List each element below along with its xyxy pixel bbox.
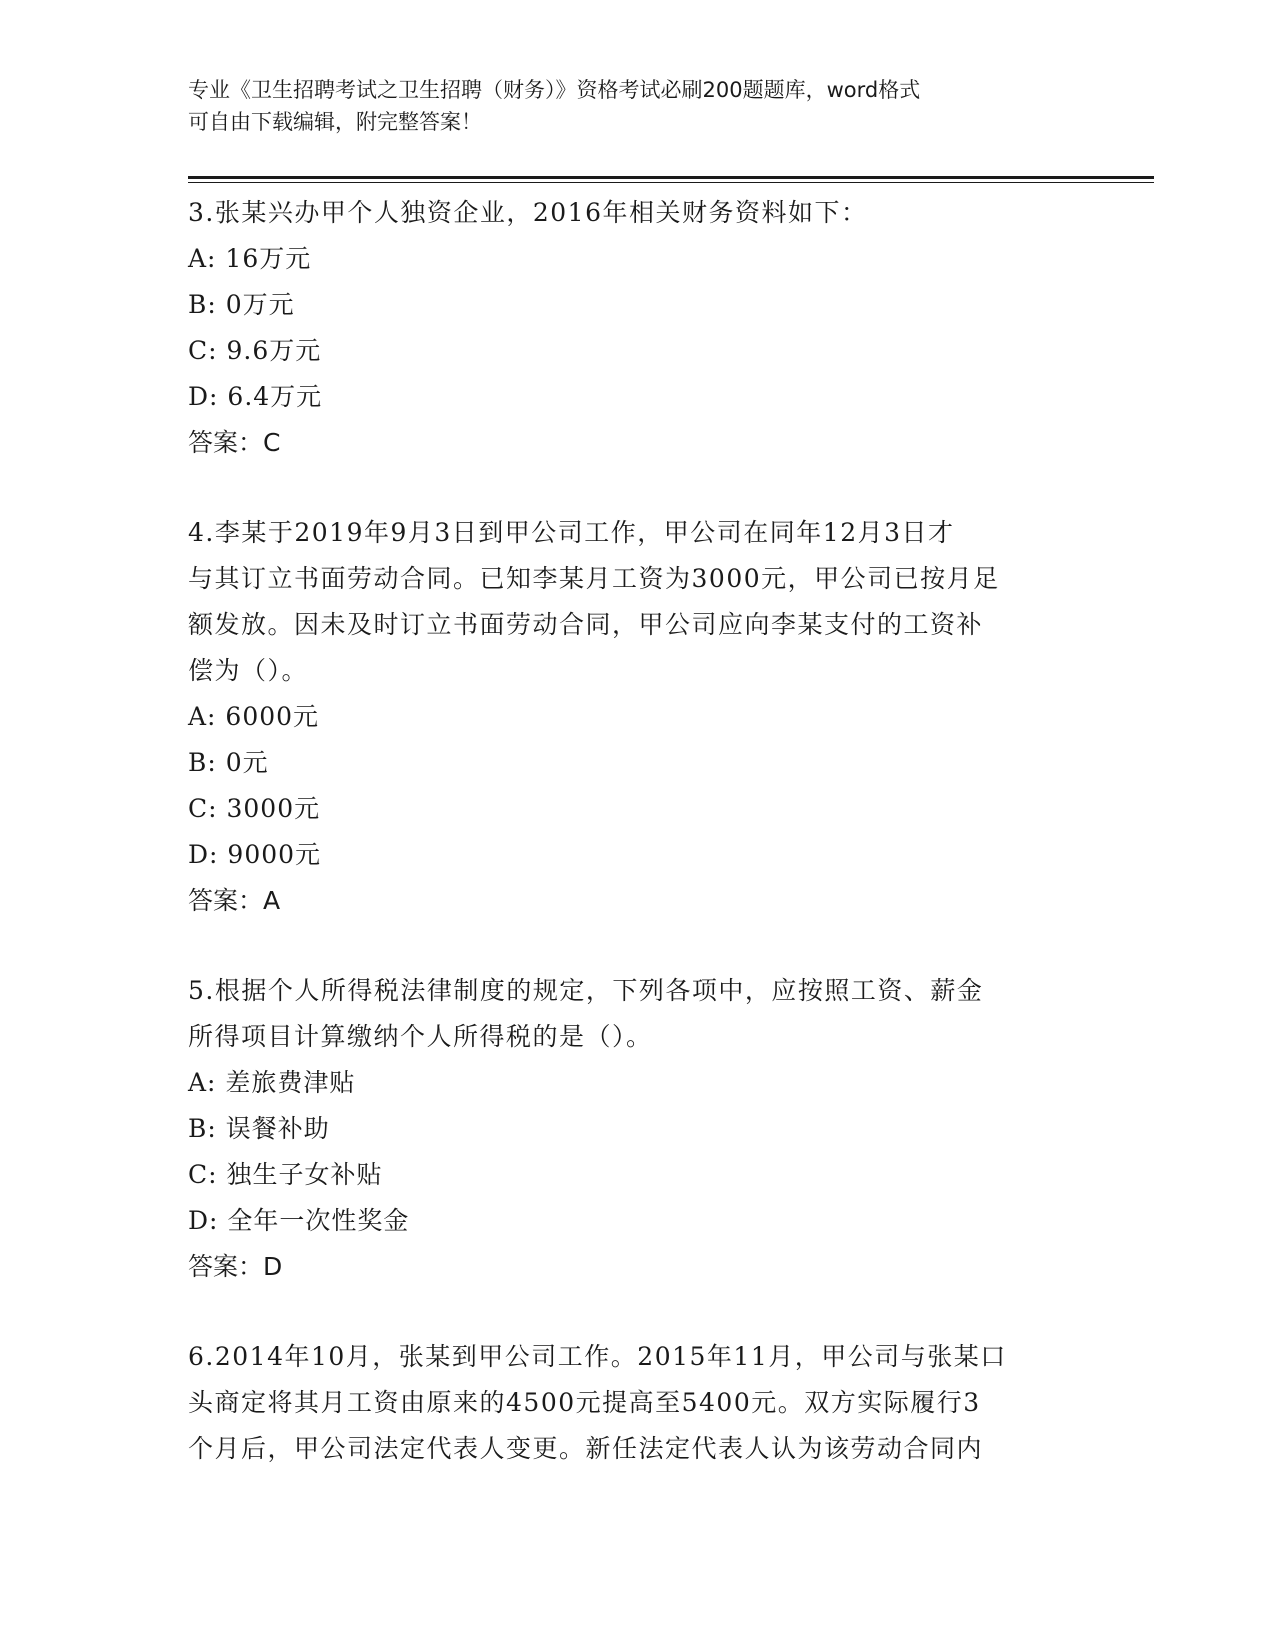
question-5 xyxy=(188,968,1088,1290)
option-d: D: 9000元 xyxy=(188,840,322,869)
option-b: B: 0元 xyxy=(188,748,269,777)
option-c: C: 独生子女补贴 xyxy=(188,1160,383,1189)
question-stem-line: 额发放。因未及时订立书面劳动合同，甲公司应向李某支付的工资补 xyxy=(188,610,984,639)
option-c: C: 3000元 xyxy=(188,794,321,823)
question-6 xyxy=(188,1334,1088,1472)
question-4 xyxy=(188,510,1088,924)
document-header xyxy=(188,74,1068,138)
option-d: D: 全年一次性奖金 xyxy=(188,1206,410,1235)
option-d: D: 6.4万元 xyxy=(188,382,323,411)
option-a: A: 6000元 xyxy=(188,702,320,731)
question-stem-line: 所得项目计算缴纳个人所得税的是（）。 xyxy=(188,1022,653,1051)
option-a: A: 差旅费津贴 xyxy=(188,1068,356,1097)
option-b: B: 0万元 xyxy=(188,290,295,319)
header-line-1: 专业《卫生招聘考试之卫生招聘（财务）》资格考试必刷200题题库，word格式 xyxy=(188,78,921,102)
question-stem-line: 与其订立书面劳动合同。已知李某月工资为3000元，甲公司已按月足 xyxy=(188,564,1000,593)
question-stem-line: 4.李某于2019年9月3日到甲公司工作，甲公司在同年12月3日才 xyxy=(188,518,955,547)
question-stem-line: 头商定将其月工资由原来的4500元提高至5400元。双方实际履行3 xyxy=(188,1388,981,1417)
question-stem-line: 3.张某兴办甲个人独资企业，2016年相关财务资料如下： xyxy=(188,198,868,227)
question-stem-line: 个月后，甲公司法定代表人变更。新任法定代表人认为该劳动合同内 xyxy=(188,1434,984,1463)
option-c: C: 9.6万元 xyxy=(188,336,322,365)
option-a: A: 16万元 xyxy=(188,244,312,273)
answer-label: 答案：D xyxy=(188,1252,283,1281)
header-divider-thin xyxy=(188,182,1154,183)
header-divider-thick xyxy=(188,176,1154,179)
header-line-2: 可自由下载编辑，附完整答案！ xyxy=(188,110,482,134)
question-stem-line: 6.2014年10月，张某到甲公司工作。2015年11月，甲公司与张某口 xyxy=(188,1342,1007,1371)
option-b: B: 误餐补助 xyxy=(188,1114,330,1143)
answer-label: 答案：C xyxy=(188,428,281,457)
question-stem-line: 偿为（）。 xyxy=(188,656,309,685)
question-3 xyxy=(188,190,1088,466)
question-stem-line: 5.根据个人所得税法律制度的规定，下列各项中，应按照工资、薪金 xyxy=(188,976,984,1005)
answer-label: 答案：A xyxy=(188,886,281,915)
question-list xyxy=(188,190,1088,1516)
